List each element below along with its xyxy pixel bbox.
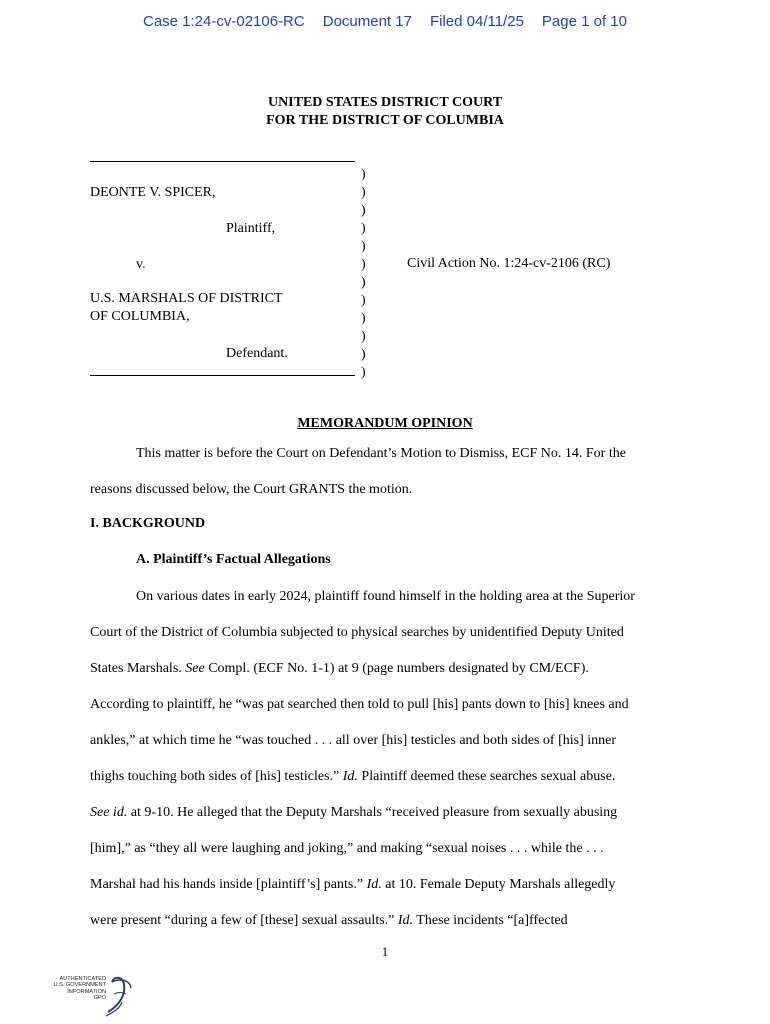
versus: v.	[136, 257, 146, 272]
gpo-eagle-icon	[104, 972, 134, 1018]
text-line: thighs touching both sides of [his] testicles.” Id. Plaintiff deemed these searches sexual abuse.	[90, 769, 616, 784]
page-number: 1	[381, 944, 389, 959]
paren: )	[361, 275, 366, 290]
court-name: UNITED STATES DISTRICT COURT	[267, 95, 503, 110]
citation-signal: Id.	[397, 913, 414, 928]
text-line: On various dates in early 2024, plaintiff found himself in the holding area at the Superior	[136, 589, 635, 604]
citation-signal: See	[185, 661, 205, 676]
document-number: Document 17	[322, 13, 412, 30]
body-paragraph	[90, 579, 682, 939]
text-line: According to plaintiff, he “was pat searched then told to pull [his] pants down to [his] knees and	[90, 697, 629, 712]
court-district: FOR THE DISTRICT OF COLUMBIA	[266, 113, 504, 128]
paren: )	[361, 311, 366, 326]
gpo-authentication-seal	[44, 972, 134, 1018]
paren: )	[361, 329, 366, 344]
text-line: Marshal had his hands inside [plaintiff’s] pants.” Id. at 10. Female Deputy Marshals allegedly	[90, 877, 616, 892]
paren: )	[361, 185, 366, 200]
paren: )	[361, 347, 366, 362]
court-heading	[0, 94, 770, 130]
intro-paragraph	[90, 436, 682, 508]
citation-signal: Id.	[342, 769, 358, 784]
page-count: Page 1 of 10	[541, 13, 627, 30]
text-line: ankles,” at which time he “was touched . . . all over [his] testicles and both sides of [his] inner	[90, 733, 617, 748]
filed-date: Filed 04/11/25	[429, 13, 524, 30]
citation-signal: Id.	[366, 877, 382, 892]
defendant-role: Defendant.	[226, 346, 288, 361]
subsection-heading-factual-allegations: A. Plaintiff’s Factual Allegations	[136, 552, 331, 567]
case-number: Case 1:24-cv-02106-RC	[142, 13, 305, 30]
memorandum-title: MEMORANDUM OPINION	[297, 416, 473, 431]
text-line: See id. at 9-10. He alleged that the Deputy Marshals “received pleasure from sexually abusing	[90, 805, 618, 820]
paren: )	[361, 257, 366, 272]
plaintiff-role: Plaintiff,	[226, 221, 276, 236]
plaintiff-name: DEONTE V. SPICER,	[90, 185, 216, 200]
caption-top-rule	[90, 161, 355, 162]
section-heading-background: I. BACKGROUND	[90, 516, 206, 531]
paren: )	[361, 221, 366, 236]
text-line: Court of the District of Columbia subjected to physical searches by unidentified Deputy United	[90, 625, 624, 640]
text-line: [him],” as “they all were laughing and joking,” and making “sexual noises . . . while the . . .	[90, 841, 604, 856]
citation-signal: See id.	[90, 805, 128, 820]
text-line: States Marshals. See Compl. (ECF No. 1-1) at 9 (page numbers designated by CM/ECF).	[90, 661, 589, 676]
text-line: This matter is before the Court on Defendant’s Motion to Dismiss, ECF No. 14. For the	[136, 446, 626, 461]
text-line: reasons discussed below, the Court GRANTS the motion.	[90, 482, 413, 497]
paren: )	[361, 239, 366, 254]
paren: )	[361, 293, 366, 308]
caption-bottom-rule	[90, 375, 355, 376]
text-line: were present “during a few of [these] sexual assaults.” Id. These incidents “[a]ffected	[90, 913, 568, 928]
defendant-name-line1: U.S. MARSHALS OF DISTRICT	[90, 291, 283, 306]
ecf-header	[0, 13, 770, 30]
civil-action-number: Civil Action No. 1:24-cv-2106 (RC)	[407, 256, 611, 271]
paren: )	[361, 203, 366, 218]
gpo-seal-text: AUTHENTICATED U.S. GOVERNMENT INFORMATION GPO	[53, 976, 106, 1001]
paren: )	[361, 365, 366, 380]
paren: )	[361, 167, 366, 182]
defendant-name-line2: OF COLUMBIA,	[90, 309, 190, 324]
